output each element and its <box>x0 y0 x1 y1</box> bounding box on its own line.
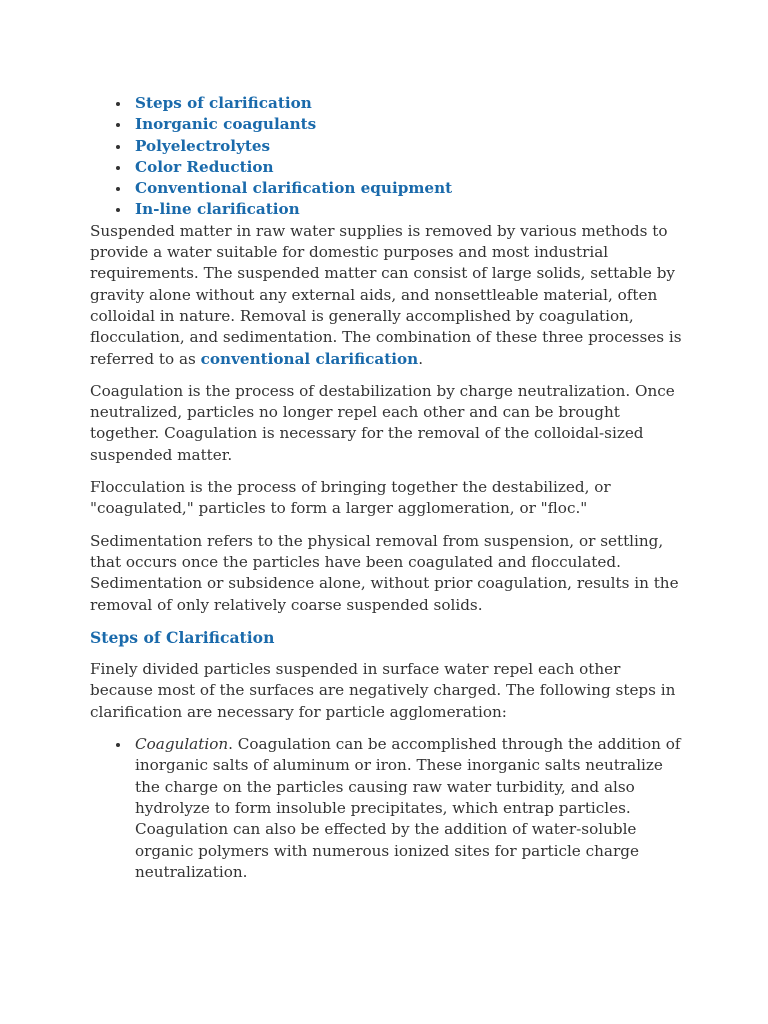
toc-link-color-reduction[interactable]: Color Reduction <box>135 157 274 176</box>
toc-item <box>90 93 685 114</box>
toc-link-in-line-clarification[interactable]: In-line clarification <box>135 200 300 219</box>
toc-link-steps-of-clarification[interactable]: Steps of clarification <box>135 94 312 112</box>
step-text: . Coagulation can be accomplished through the addition of inorganic salts of aluminum or iron. These inorganic salts neutralize the charge on the particles causing raw water turbidity, and also hydrolyze to form insoluble precipitates, which entrap particles. Coagulation can also be effected by the addition of water-soluble organic polymers with numerous ionized sites for particle charge neutralization. <box>135 735 681 881</box>
toc-item <box>90 178 685 199</box>
intro-end: . <box>418 349 424 368</box>
step-term: Coagulation <box>135 735 229 754</box>
steps-of-clarification-heading: Steps of Clarification <box>90 627 275 647</box>
toc-item <box>90 199 685 220</box>
list-item <box>90 734 685 883</box>
clarification-steps-list <box>90 734 685 883</box>
table-of-contents <box>90 93 685 221</box>
toc-item <box>90 136 685 157</box>
steps-intro-paragraph: Finely divided particles suspended in surface water repel each other because most of the surfaces are negatively charged. The following steps in clarification are necessary for particle agglomeration: <box>90 660 676 721</box>
toc-link-polyelectrolytes[interactable]: Polyelectrolytes <box>135 136 271 155</box>
toc-link-inorganic-coagulants[interactable]: Inorganic coagulants <box>135 115 317 134</box>
toc-item <box>90 157 685 178</box>
toc-link-conventional-clarification-equipment[interactable]: Conventional clarification equipment <box>135 179 453 198</box>
document-page <box>90 93 685 883</box>
flocculation-paragraph: Flocculation is the process of bringing together the destabilized, or "coagulated," particles to form a larger agglomeration, or "floc." <box>90 478 611 518</box>
intro-text: Suspended matter in raw water supplies is removed by various methods to provide a water suitable for domestic purposes and most industrial requirements. The suspended matter can consist of large solids, settable by gravity alone without any external aids, and nonsettleable material, often colloidal in nature. Removal is generally accomplished by coagulation, flocculation, and sedimentation. The combination of these three processes is referred to as <box>90 221 682 368</box>
conventional-clarification-link[interactable]: conventional clarification <box>200 349 419 368</box>
toc-item <box>90 114 685 135</box>
intro-paragraph <box>90 221 685 370</box>
sedimentation-paragraph: Sedimentation refers to the physical removal from suspension, or settling, that occurs once the particles have been coagulated and flocculated. Sedimentation or subsidence alone, without prior coagulation, results in the removal of only relatively coarse suspended solids. <box>90 531 679 614</box>
coagulation-paragraph: Coagulation is the process of destabilization by charge neutralization. Once neutralized, particles no longer repel each other and can be brought together. Coagulation is necessary for the removal of the colloidal-sized suspended matter. <box>90 381 675 464</box>
